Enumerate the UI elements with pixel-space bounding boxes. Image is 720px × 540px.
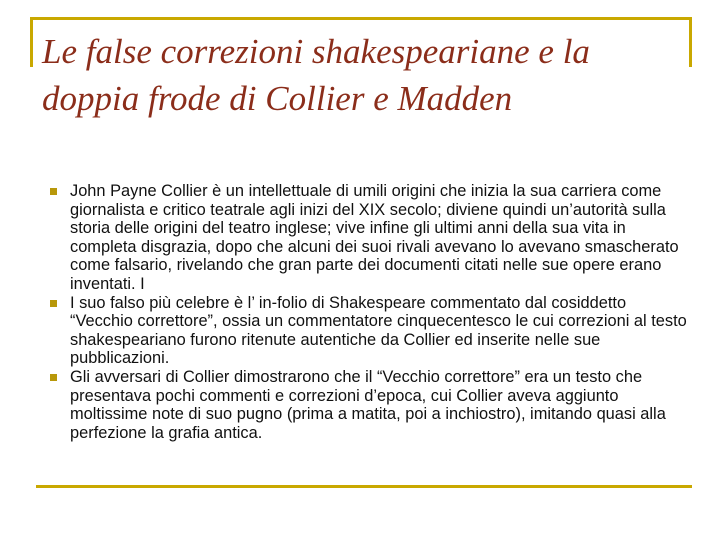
bullet-text: John Payne Collier è un intellettuale di umili origini che inizia la sua carriera come giornalista e critico teatrale agli inizi del XIX secolo; diviene quindi un’autorità sulla storia delle origini del teatro inglese; vive infine gli ultimi anni della sua vita in completa disgrazia, dopo che alcuni dei suoi rivali avevano lo avevano smascherato come falsario, rivelando che gran parte dei documenti citati nelle sue opere erano inventati. I	[70, 182, 679, 293]
frame-left-line	[30, 17, 33, 67]
square-bullet-icon	[50, 374, 57, 381]
frame-bottom-line	[36, 485, 692, 488]
bullet-item-falso-celebre	[50, 294, 690, 368]
square-bullet-icon	[50, 188, 57, 195]
square-bullet-icon	[50, 300, 57, 307]
frame-right-line	[689, 17, 692, 67]
bullet-item-avversari	[50, 368, 690, 442]
bullet-text: Gli avversari di Collier dimostrarono che il “Vecchio correttore” era un testo che presentava pochi commenti e correzioni d’epoca, cui Collier aveva aggiunto moltissime note di suo pugno (prima a matita, poi a inchiostro), imitando quasi alla perfezione la grafia antica.	[70, 367, 666, 442]
slide-title: Le false correzioni shakespeariane e la doppia frode di Collier e Madden	[42, 32, 590, 118]
frame-top-line	[30, 17, 692, 20]
bullet-text: I suo falso più celebre è l’ in-folio di Shakespeare commentato dal cosiddetto “Vecchio correttore”, ossia un commentatore cinquecentesco le cui correzioni al testo shakespeariano furono ritenute autentiche da Collier ed inserite nelle sue pubblicazioni.	[70, 293, 687, 368]
bullet-item-collier-bio	[50, 182, 690, 294]
bullet-list	[50, 182, 690, 442]
